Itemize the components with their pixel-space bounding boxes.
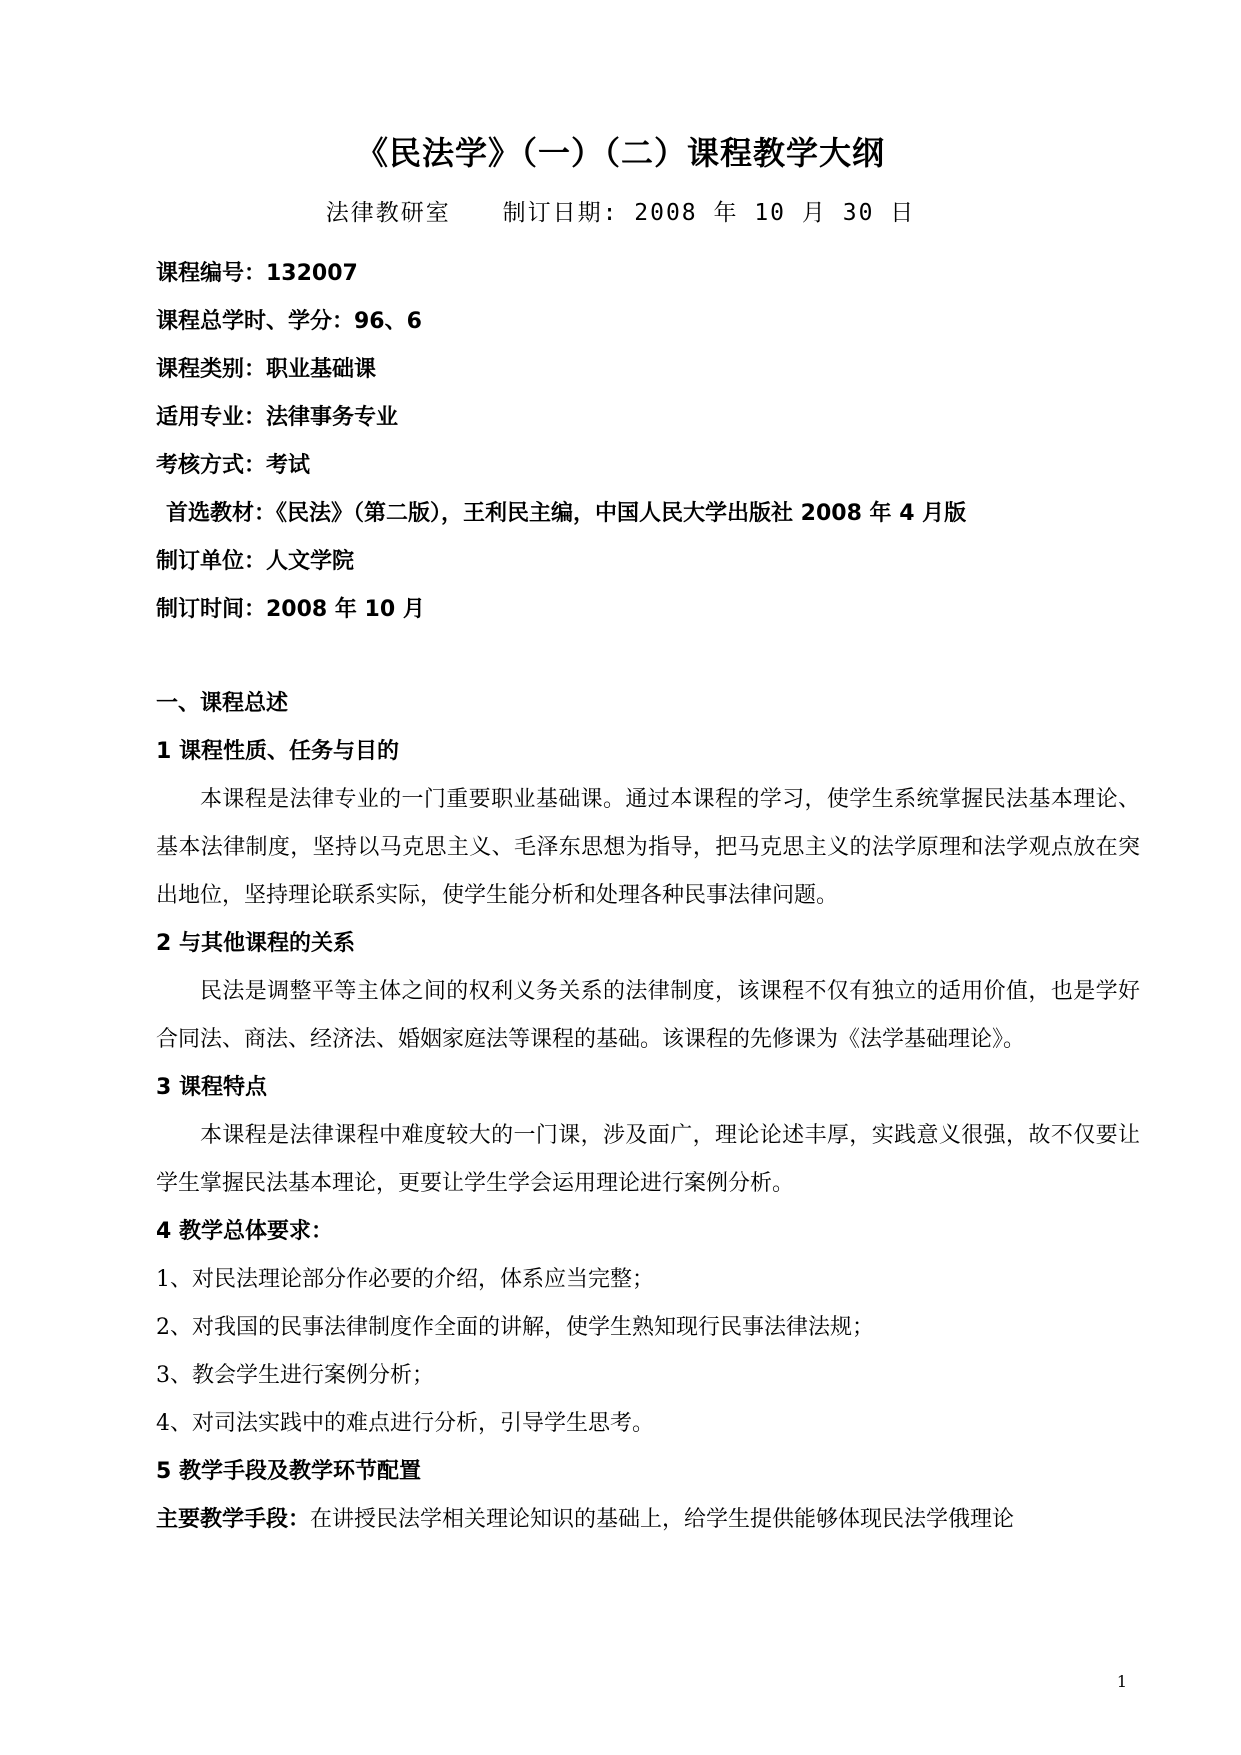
meta-course-code: 课程编号：132007	[156, 261, 358, 286]
subsection-paragraph-3: 本课程是法律课程中难度较大的一门课，涉及面广，理论论述丰厚，实践意义很强，故不仅要让学生掌握民法基本理论，更要让学生学会运用理论进行案例分析。	[156, 1123, 1140, 1196]
section-heading: 一、课程总述	[156, 691, 289, 716]
department-label: 法律教研室	[325, 200, 451, 226]
course-meta-list	[156, 250, 1116, 634]
subsection-heading-3: 3 课程特点	[156, 1075, 267, 1100]
subsection-paragraph-1: 本课程是法律专业的一门重要职业基础课。通过本课程的学习，使学生系统掌握民法基本理论、基本法律制度，坚持以马克思主义、毛泽东思想为指导，把马克思主义的法学原理和法学观点放在突出地位，坚持理论联系实际，使学生能分析和处理各种民事法律问题。	[156, 787, 1140, 908]
requirement-item: 1、对民法理论部分作必要的介绍，体系应当完整；	[156, 1267, 654, 1292]
requirement-item: 2、对我国的民事法律制度作全面的讲解，使学生熟知现行民事法律法规；	[156, 1315, 874, 1340]
meta-assessment: 考核方式：考试	[156, 453, 311, 478]
revision-date: 制订日期: 2008 年 10 月 30 日	[502, 200, 916, 226]
teaching-means-label: 主要教学手段：	[156, 1507, 311, 1532]
requirement-item: 4、对司法实践中的难点进行分析，引导学生思考。	[156, 1411, 654, 1436]
subsection-heading-5: 5 教学手段及教学环节配置	[156, 1459, 421, 1484]
meta-course-type: 课程类别：职业基础课	[156, 357, 377, 382]
subsection-heading-2: 2 与其他课程的关系	[156, 931, 355, 956]
requirement-item: 3、教会学生进行案例分析；	[156, 1363, 434, 1388]
meta-textbook: 首选教材：《民法》（第二版），王利民主编，中国人民大学出版社 2008 年 4 月版	[166, 501, 967, 526]
meta-time: 制订时间：2008 年 10 月	[156, 597, 425, 622]
meta-major: 适用专业：法律事务专业	[156, 405, 399, 430]
teaching-means-text: 在讲授民法学相关理论知识的基础上，给学生提供能够体现民法学俄理论	[310, 1507, 1015, 1532]
subsection-heading-1: 1 课程性质、任务与目的	[156, 739, 399, 764]
document-body	[156, 680, 1140, 1544]
page-number: 1	[1116, 1672, 1127, 1691]
teaching-means-line	[156, 1496, 1140, 1544]
subsection-heading-4: 4 教学总体要求：	[156, 1219, 333, 1244]
meta-unit: 制订单位：人文学院	[156, 549, 355, 574]
document-subtitle	[0, 194, 1241, 227]
document-title: 《民法学》（一）（二）课程教学大纲	[355, 134, 885, 172]
meta-hours-credits: 课程总学时、学分：96、6	[156, 309, 422, 334]
subsection-paragraph-2: 民法是调整平等主体之间的权利义务关系的法律制度，该课程不仅有独立的适用价值，也是学好合同法、商法、经济法、婚姻家庭法等课程的基础。该课程的先修课为《法学基础理论》。	[156, 979, 1140, 1052]
